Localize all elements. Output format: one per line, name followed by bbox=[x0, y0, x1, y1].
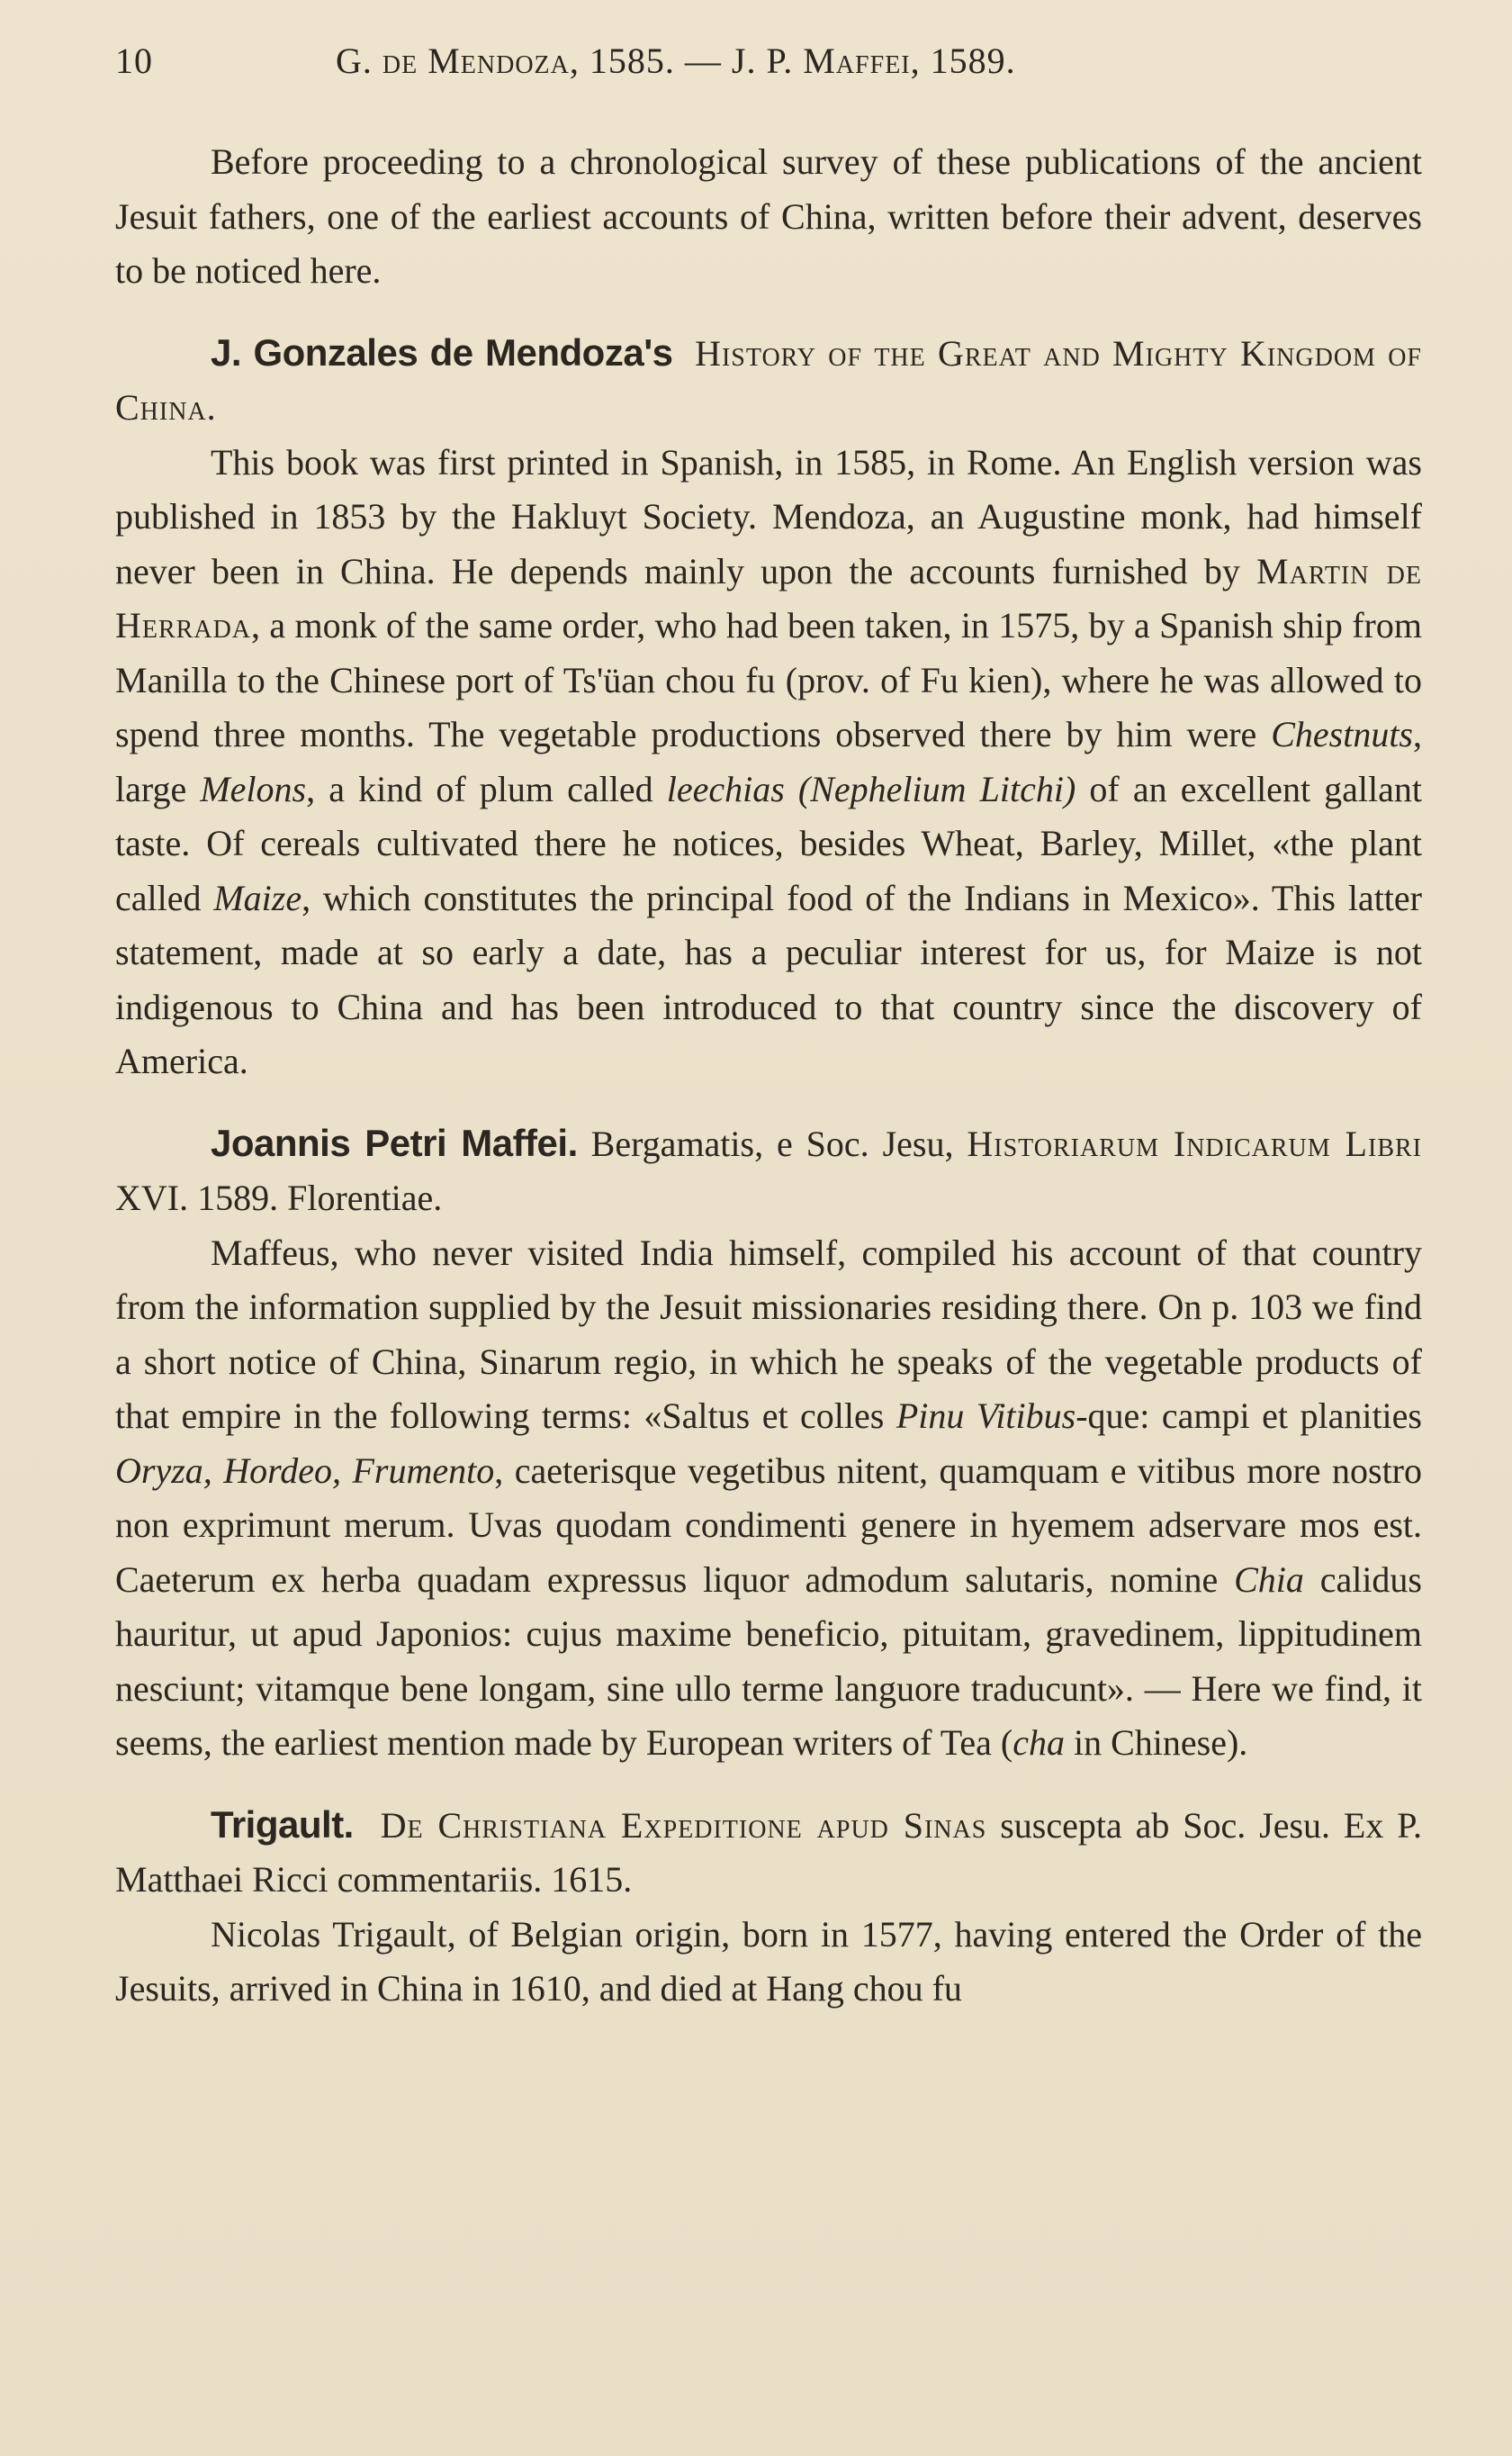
book-title: De Christiana Expeditione apud Sinas bbox=[380, 1804, 987, 1846]
text-run: calidus hauritur, ut apud Japonios: cujus maxime beneficio, pituitam, gravedinem, lippitudinem nesciunt; vitamque bene longam, sine ullo terme languore traducunt». — Here we find, it seems, the earliest mention made by European writers of Tea ( bbox=[115, 1558, 1422, 1763]
trigault-entry-heading bbox=[115, 1798, 1422, 1908]
running-head-part: de Mendoza bbox=[382, 41, 570, 81]
text-run: , large bbox=[115, 714, 1422, 809]
text-run: -que: campi et planities bbox=[1076, 1395, 1422, 1436]
running-head bbox=[336, 40, 1016, 82]
author-origin: Bergamatis, e Soc. Jesu, bbox=[577, 1123, 968, 1164]
running-head-part: Maffei bbox=[803, 41, 911, 81]
trigault-paragraph: Nicolas Trigault, of Belgian origin, born in 1577, having entered the Order of the Jesuits, arrived in China in 1610, and died at Hang chou fu bbox=[115, 1913, 1422, 2009]
author-name: J. Gonzales de Mendoza's bbox=[211, 330, 673, 374]
page-number: 10 bbox=[115, 41, 153, 81]
latin-term: Oryza, Hordeo, Frumento bbox=[115, 1449, 495, 1491]
maffei-entry-heading bbox=[115, 1116, 1422, 1226]
text-run: This book was first printed in Spanish, in 1585, in Rome. An English version was published in 1853 by the Hakluyt Society. Mendoza, an Augustine monk, had himself never been in China. He depends mainly upon the accounts furnished by bbox=[115, 441, 1422, 591]
author-name: Trigault. bbox=[211, 1802, 354, 1846]
text-run: , a kind of plum called bbox=[306, 768, 667, 809]
book-title-rest: XVI. 1589. Florentiae. bbox=[115, 1178, 443, 1218]
book-title: History of the Great and Mighty Kingdom of China. bbox=[115, 332, 1422, 428]
latin-term: cha bbox=[1012, 1722, 1065, 1763]
intro-paragraph: Before proceeding to a chronological survey of these publications of the ancient Jesuit fathers, one of the earliest accounts of China, written before their advent, deserves to be noticed here. bbox=[115, 141, 1422, 291]
text-run: , a monk of the same order, who had been taken, in 1575, by a Spanish ship from Manilla to the Chinese port of Ts'üan chou fu (prov. of Fu kien), where he was allowed to spend three months. The vegetable productions observed there by him were bbox=[115, 605, 1422, 754]
text-run: , caeterisque vegetibus nitent, quamquam e vitibus more nostro non exprimunt merum. Uvas quodam condimenti genere in hyemem adservare mos est. Caeterum ex herba quadam expressus liquor admodum salutaris, nomine bbox=[115, 1449, 1423, 1600]
mendoza-paragraph bbox=[115, 436, 1422, 1089]
author-name: Joannis Petri Maffei. bbox=[211, 1121, 578, 1164]
plant-name: Melons bbox=[200, 768, 307, 809]
plant-name: leechias (Nephelium Litchi) bbox=[666, 768, 1076, 809]
page-body bbox=[115, 135, 1422, 2017]
page-header bbox=[115, 40, 1429, 94]
mendoza-entry-heading bbox=[115, 326, 1422, 436]
maffei-paragraph bbox=[115, 1226, 1422, 1771]
text-run: Maffeus, who never visited India himself, compiled his account of that country from the information supplied by the Jesuit missionaries residing there. On p. 103 we find a short notice of China, Sinarum regio, in which he speaks of the vegetable products of that empire in the following terms: «Saltus et colles bbox=[115, 1232, 1422, 1436]
latin-term: Chia bbox=[1234, 1558, 1304, 1600]
text-run: of an excellent gallant taste. Of cereals cultivated there he notices, besides Wheat, Barley, Millet, «the plant called bbox=[115, 768, 1423, 918]
text-run: in Chinese). bbox=[1065, 1722, 1248, 1763]
running-head-part: , 1589. bbox=[910, 41, 1016, 81]
running-head-part: , 1585. — J. P. bbox=[569, 41, 804, 81]
running-head-part: G. bbox=[336, 41, 382, 81]
plant-name: Chestnuts bbox=[1271, 714, 1413, 754]
latin-term: Pinu Vitibus bbox=[896, 1395, 1076, 1436]
book-title-rest: suscepta ab Soc. Jesu. Ex P. Matthaei Ricci commentariis. 1615. bbox=[115, 1804, 1423, 1900]
plant-name: Maize bbox=[213, 877, 302, 918]
person-name: Martin de Herrada bbox=[115, 550, 1422, 646]
text-run: , which constitutes the principal food of the Indians in Mexico». This latter statement, made at so early a date, has a peculiar interest for us, for Maize is not indigenous to China and has been introduced to that country since the discovery of America. bbox=[115, 877, 1422, 1081]
book-title: Historiarum Indicarum Libri bbox=[967, 1123, 1422, 1164]
